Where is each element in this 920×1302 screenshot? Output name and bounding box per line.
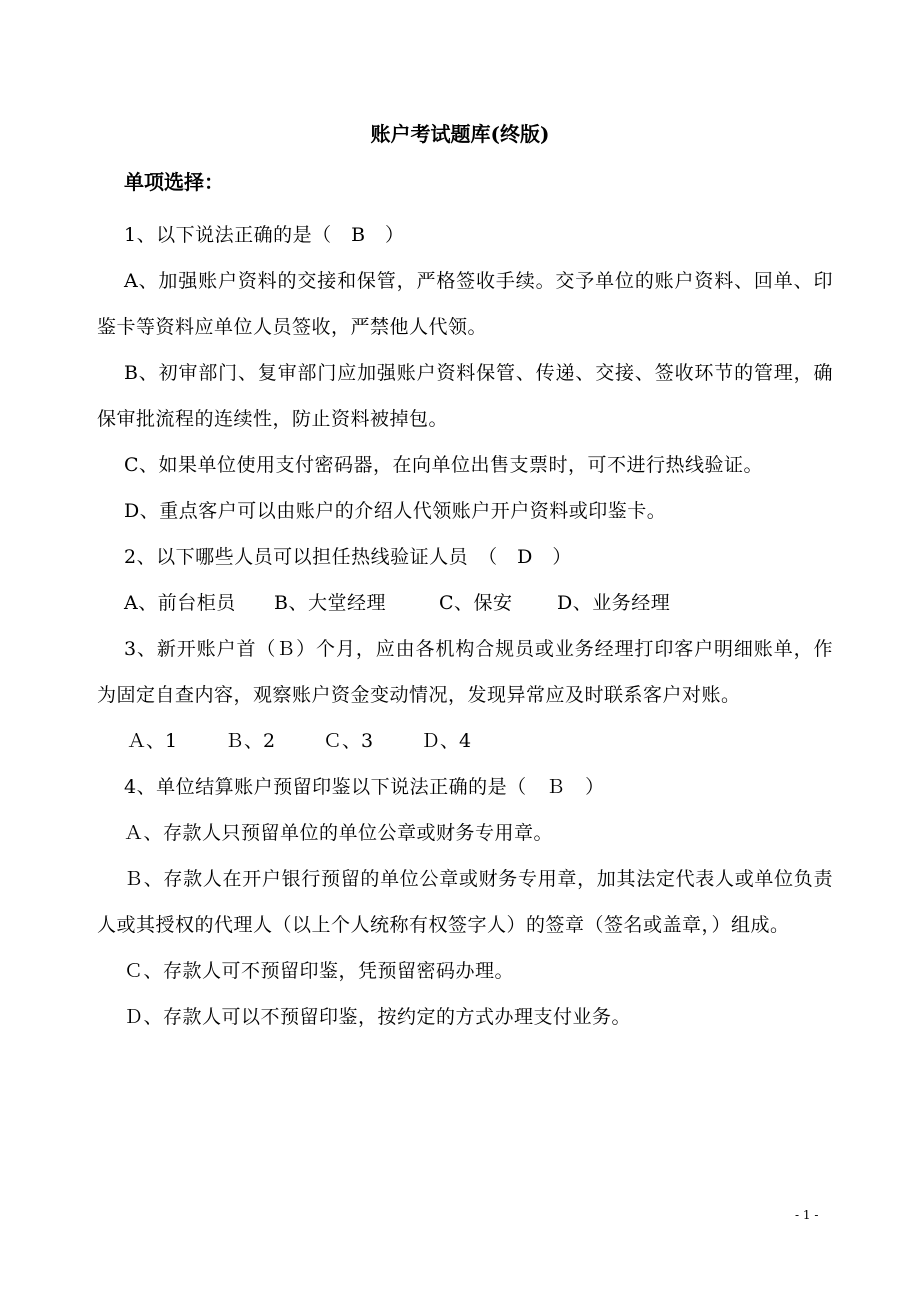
question-3-option-b: Ｂ、2: [225, 730, 276, 752]
question-2-option-c: C、保安: [439, 592, 513, 614]
section-heading: 单项选择：: [124, 170, 224, 194]
page-number: - 1 -: [795, 1208, 819, 1222]
question-2-options: [97, 580, 833, 626]
question-3-options: [97, 718, 833, 764]
question-3-stem: 3、新开账户首（Ｂ）个月，应由各机构合规员或业务经理打印客户明细账单，作为固定自查内容，观察账户资金变动情况，发现异常应及时联系客户对账。: [97, 638, 833, 706]
question-2-option-d: D、业务经理: [557, 592, 671, 614]
question-2-option-b: B、大堂经理: [274, 592, 386, 614]
question-2-stem: 2、以下哪些人员可以担任热线验证人员 （ D ）: [124, 546, 572, 568]
question-4-option-b: Ｂ、存款人在开户银行预留的单位公章或财务专用章，加其法定代表人或单位负责人或其授权的代理人（以上个人统称有权签字人）的签章（签名或盖章，）组成。: [97, 868, 833, 936]
question-4-option-d: Ｄ、存款人可以不预留印鉴，按约定的方式办理支付业务。: [124, 1006, 632, 1028]
question-4-option-c: Ｃ、存款人可不预留印鉴，凭预留密码办理。: [124, 960, 515, 982]
page-title: 账户考试题库(终版): [370, 122, 550, 146]
question-1-option-c: C、如果单位使用支付密码器，在向单位出售支票时，可不进行热线验证。: [124, 454, 764, 476]
question-3-option-a: Ａ、1: [127, 730, 178, 752]
question-2-option-a: A、前台柜员: [124, 592, 236, 614]
question-1-stem: 1、以下说法正确的是（ B ）: [124, 224, 405, 246]
question-1-option-a: A、加强账户资料的交接和保管，严格签收手续。交予单位的账户资料、回单、印鉴卡等资料应单位人员签收，严禁他人代领。: [97, 270, 833, 338]
question-1-option-d: D、重点客户可以由账户的介绍人代领账户开户资料或印鉴卡。: [124, 500, 667, 522]
question-4-stem: 4、单位结算账户预留印鉴以下说法正确的是（ Ｂ ）: [124, 776, 605, 798]
question-1-option-b: B、初审部门、复审部门应加强账户资料保管、传递、交接、签收环节的管理，确保审批流程的连续性，防止资料被掉包。: [97, 362, 833, 430]
question-3-option-c: Ｃ、3: [323, 730, 374, 752]
question-4-option-a: Ａ、存款人只预留单位的单位公章或财务专用章。: [124, 822, 554, 844]
question-3-option-d: Ｄ、4: [421, 730, 472, 752]
question-list: [97, 212, 833, 1040]
